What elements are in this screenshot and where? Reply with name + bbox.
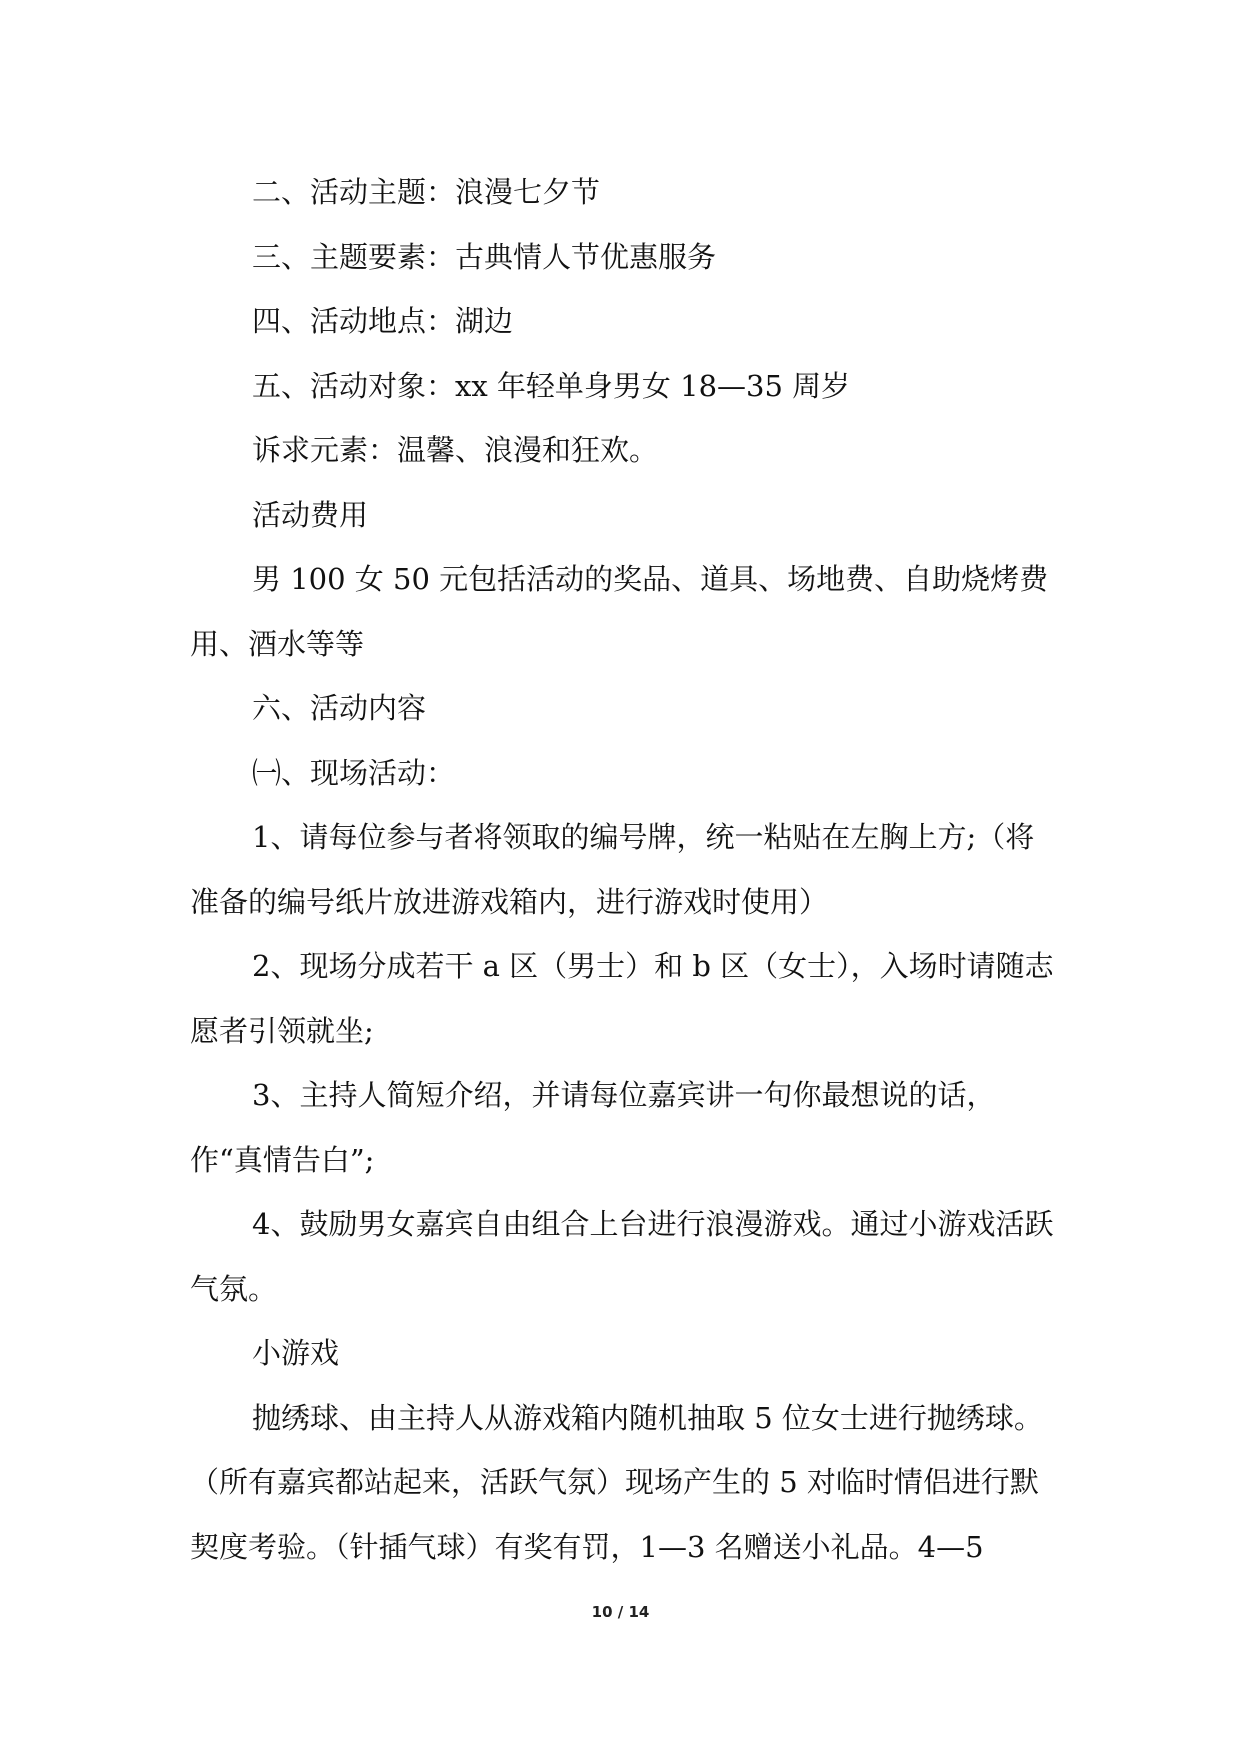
paragraph: 三、主题要素：古典情人节优惠服务	[252, 239, 717, 274]
paragraph: ㈠、现场活动：	[252, 755, 456, 790]
paragraph: 五、活动对象：xx 年轻单身男女 18—35 周岁	[252, 368, 851, 403]
page-number: 10 / 14	[591, 1603, 650, 1621]
paragraph: 抛绣球、由主持人从游戏箱内随机抽取 5 位女士进行抛绣球。（所有嘉宾都站起来，活跃气氛）现场产生的 5 对临时情侣进行默契度考验。（针插气球）有奖有罚，1—3 名赠送小礼品。4—5	[190, 1400, 1043, 1564]
paragraph: 4、鼓励男女嘉宾自由组合上台进行浪漫游戏。通过小游戏活跃气氛。	[190, 1207, 1054, 1306]
paragraph: 小游戏	[252, 1336, 340, 1370]
document-body	[190, 160, 1060, 1579]
paragraph: 活动费用	[252, 497, 369, 532]
paragraph: 1、请每位参与者将领取的编号牌，统一粘贴在左胸上方;（将准备的编号纸片放进游戏箱内，进行游戏时使用）	[190, 820, 1035, 919]
paragraph: 2、现场分成若干 a 区（男士）和 b 区（女士），入场时请随志愿者引领就坐;	[190, 949, 1054, 1048]
paragraph: 二、活动主题：浪漫七夕节	[252, 175, 601, 209]
paragraph: 诉求元素：温馨、浪漫和狂欢。	[252, 433, 659, 467]
paragraph: 四、活动地点：湖边	[252, 304, 514, 338]
paragraph: 六、活动内容	[252, 691, 427, 725]
paragraph: 3、主持人简短介绍，并请每位嘉宾讲一句你最想说的话，作“真情告白”;	[190, 1078, 996, 1177]
paragraph: 男 100 女 50 元包括活动的奖品、道具、场地费、自助烧烤费用、酒水等等	[190, 562, 1049, 661]
